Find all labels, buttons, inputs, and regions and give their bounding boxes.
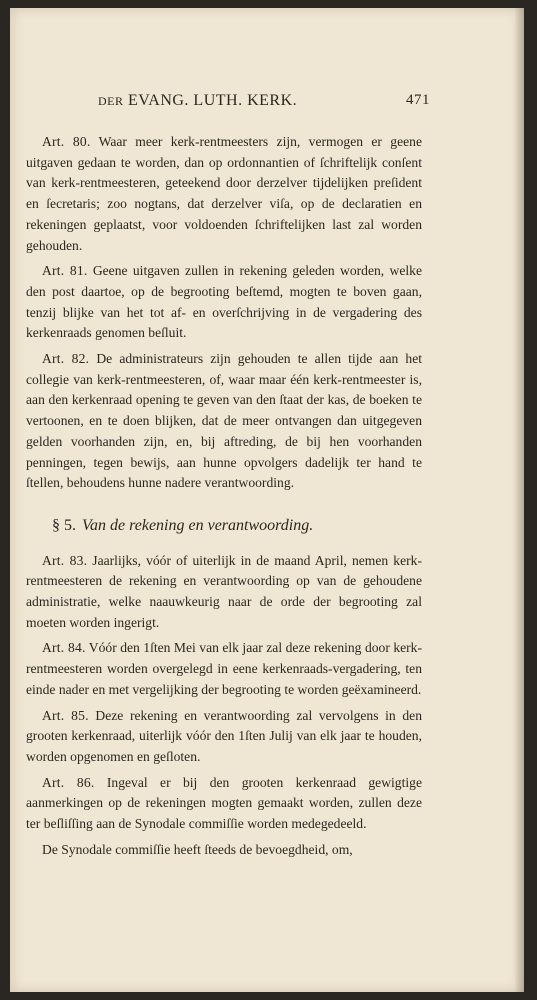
article-text: Deze rekening en verantwoording zal vervolgens in den grooten kerkenraad, uiterlijk vóór den 1ſten Julij van elk jaar te houden, worden opgenomen en geſloten.	[26, 707, 423, 764]
article-82	[26, 349, 422, 494]
article-number: Art. 81.	[42, 263, 88, 279]
book-page	[10, 8, 524, 992]
page-number: 471	[406, 92, 430, 108]
article-86	[26, 773, 422, 835]
running-header	[78, 92, 430, 114]
article-number: Art. 82.	[42, 351, 90, 367]
article-number: Art. 83.	[42, 552, 88, 568]
article-text: Geene uitgaven zullen in rekening geleden worden, welke den post daartoe, op de begrooting beſtemd, mogten te boven gaan, tenzij blijke van het tot af- en overſchrijving in de vergadering des kerkenraads genomen beſluit.	[26, 263, 423, 341]
continuation-paragraph	[26, 840, 422, 861]
article-84	[26, 638, 422, 700]
page-spine-shadow	[514, 8, 524, 992]
article-number: Art. 80.	[42, 134, 91, 149]
article-83	[26, 551, 422, 634]
article-text: Ingeval er bij den grooten kerkenraad gewigtige aanmerkingen op de rekeningen mogten gemaakt worden, zullen deze ter beſliſſing aan de Synodale commiſſie worden medegedeeld.	[26, 774, 422, 832]
article-text: De administrateurs zijn gehouden te allen tijde aan het collegie van kerk-rentmeesteren, of, waar maar één kerk-rentmeester is, aan den kerkenraad opening te geven van den ſtaat der kas, de boeken te vertoonen, en te doen blijken, dat de meer ontvangen dan uitgegeven gelden voorhanden zijn, en, bij aftreding, de bij hen voorhanden penningen, tegen bewijs, aan hunne opvolgers dadelijk ter hand te ſtellen, behoudens hunne nadere verantwoording.	[26, 351, 423, 491]
body-text	[26, 132, 422, 866]
article-80	[26, 132, 422, 256]
article-text: Jaarlijks, vóór of uiterlijk in de maand April, nemen kerk-rentmeesteren de rekening en verantwoording op van de gehoudene administratie, welke naauwkeurig naar de orde der begrooting zal moeten worden ingerigt.	[26, 552, 422, 630]
running-title	[98, 92, 297, 110]
article-text: Vóór den 1ſten Mei van elk jaar zal deze rekening door kerk-rentmeesteren worden overgelegd in eene kerkenraads-vergadering, ten einde nader en met vergelijking der begrooting te worden geëxamineerd.	[26, 640, 423, 697]
article-85	[26, 706, 422, 768]
running-title-prefix: DER	[98, 94, 124, 108]
article-text: De Synodale commiſſie heeft ſteeds de bevoegdheid, om,	[42, 841, 353, 857]
article-81	[26, 261, 422, 344]
section-sign: § 5.	[52, 516, 76, 534]
article-text: Waar meer kerk-rentmeesters zijn, vermogen er geene uitgaven gedaan te worden, dan op ordonnantien of ſchriftelijk conſent van kerk-rentmeesteren, geteekend door derzelver tijdelijken preſident en ſecretaris; zoo nogtans, dat derzelver viſa, op de declaratien en rekeningen geplaatst, voor voldoenden ſchriftelijken last zal worden gehouden.	[26, 134, 422, 253]
article-number: Art. 86.	[42, 774, 95, 790]
article-number: Art. 84.	[42, 640, 86, 656]
section-title: Van de rekening en verantwoording.	[82, 516, 314, 534]
running-title-main: EVANG. LUTH. KERK.	[128, 92, 298, 109]
section-heading	[52, 516, 422, 537]
article-number: Art. 85.	[42, 707, 89, 723]
